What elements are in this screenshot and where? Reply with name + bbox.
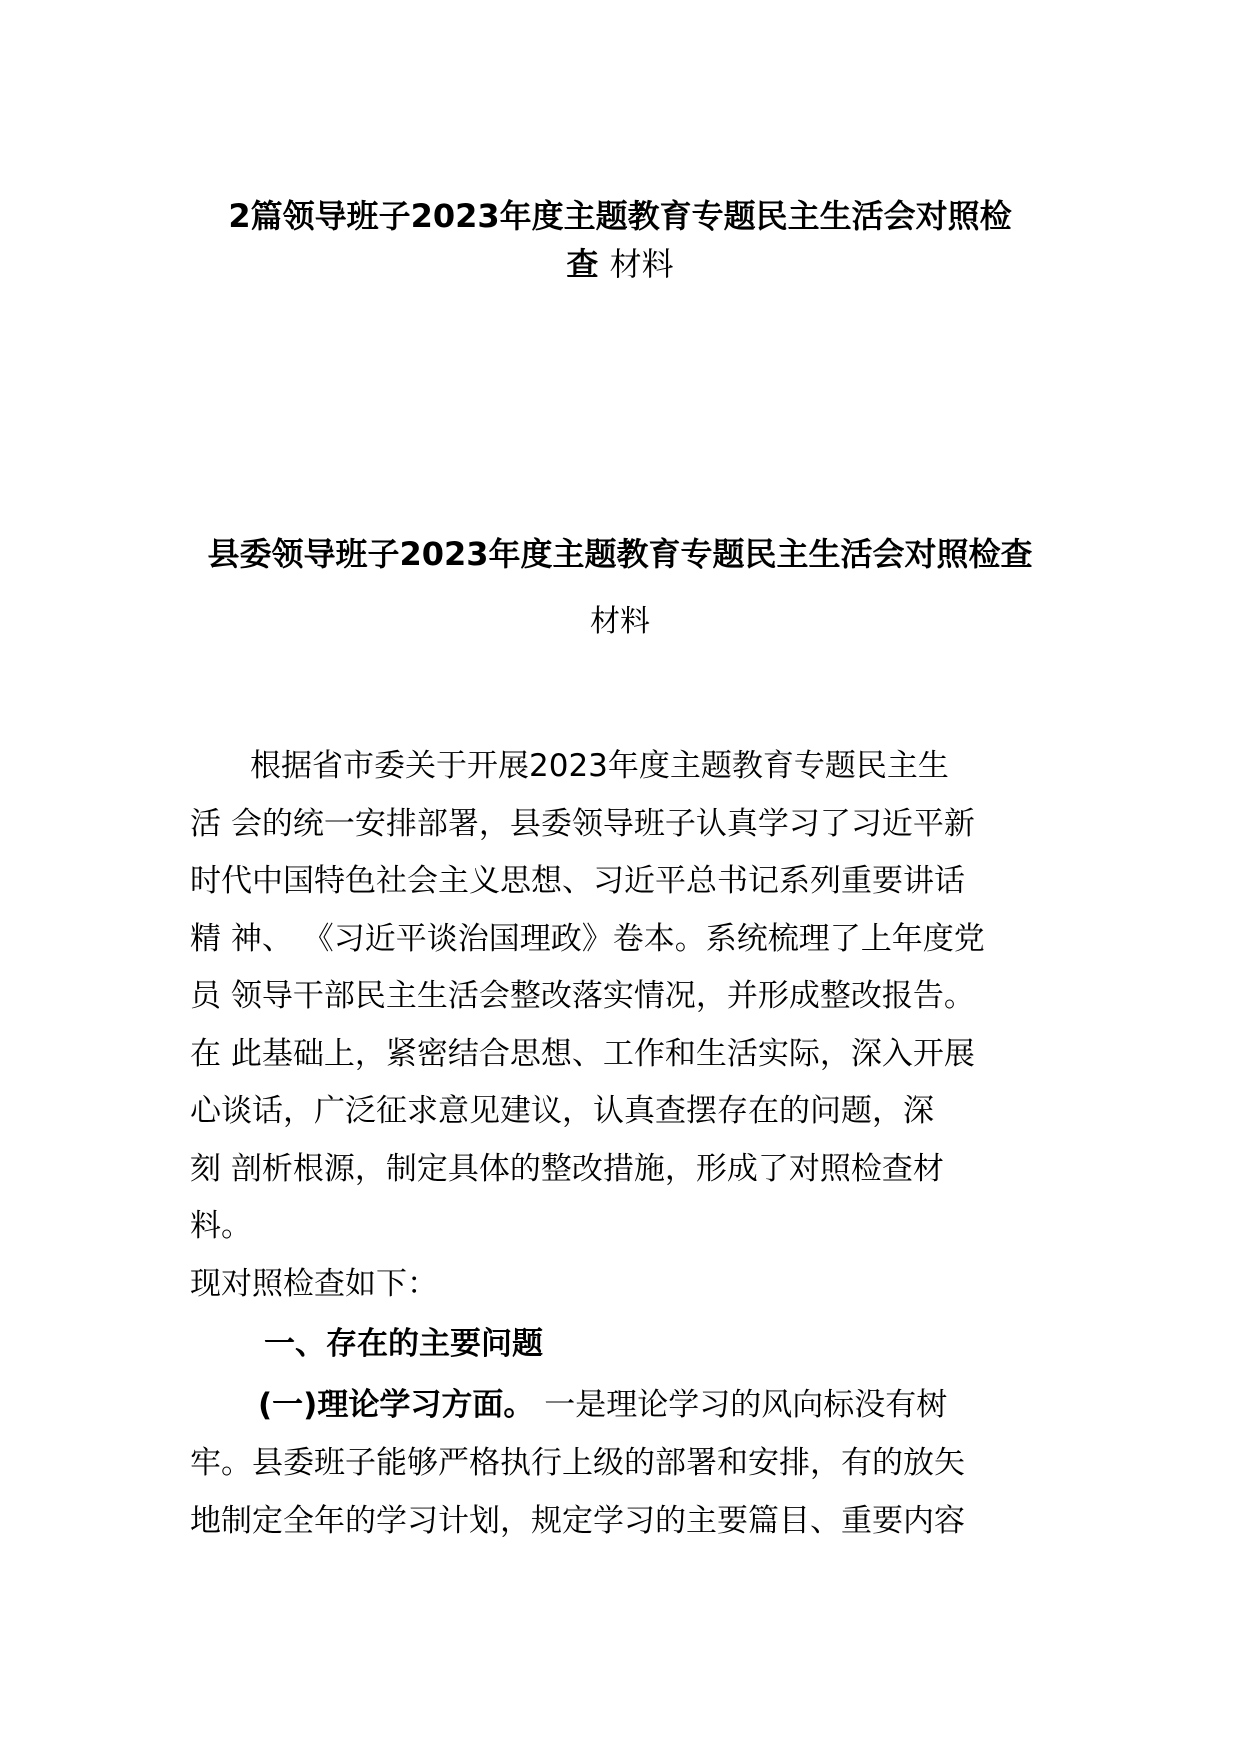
paragraph-2-lead-bold: (一)理论学习方面。	[258, 1387, 535, 1423]
paragraph-2-line: 地制定全年的学习计划，规定学习的主要篇目、重要内容	[190, 1503, 965, 1539]
paragraph-1-line: 料。	[190, 1208, 252, 1244]
paragraph-2-line: 牢。县委班子能够严格执行上级的部署和安排，有的放矢	[190, 1445, 965, 1481]
paragraph-2-lead-rest: 一是理论学习的风向标没有树	[534, 1387, 948, 1423]
paragraph-1-line: 时代中国特色社会主义思想、习近平总书记系列重要讲话	[190, 863, 965, 899]
paragraph-1-line: 员 领导干部民主生活会整改落实情况，并形成整改报告。	[190, 978, 975, 1014]
document-title	[150, 192, 1090, 288]
paragraph-2-lead-line	[190, 1376, 1040, 1434]
document-title-line-2-normal: 材料	[609, 245, 674, 283]
paragraph-2	[190, 1376, 1040, 1550]
paragraph-1-line: 根据省市委关于开展2023年度主题教育专题民主生	[250, 748, 949, 784]
paragraph-1-line: 活 会的统一安排部署，县委领导班子认真学习了习近平新	[190, 805, 975, 842]
document-title-line-2	[150, 240, 1090, 288]
document-title-line-1: 2篇领导班子2023年度主题教育专题民主生活会对照检	[228, 197, 1012, 235]
section-title: 县委领导班子2023年度主题教育专题民主生活会对照检查	[207, 535, 1033, 573]
document-title-line-2-bold: 查	[566, 245, 599, 283]
paragraph-1-line: 刻 剖析根源，制定具体的整改措施，形成了对照检查材	[190, 1150, 944, 1187]
section-subtitle: 材料	[590, 604, 650, 639]
paragraph-1-line: 精 神、 《习近平谈治国理政》卷本。系统梳理了上年度党	[190, 920, 985, 957]
paragraph-1-line: 在 此基础上，紧密结合思想、工作和生活实际，深入开展	[190, 1035, 975, 1072]
heading-main-problems: 一、存在的主要问题	[264, 1326, 543, 1362]
paragraph-1-line: 心谈话，广泛征求意见建议，认真查摆存在的问题，深	[190, 1093, 934, 1129]
paragraph-1-line: 现对照检查如下：	[190, 1265, 438, 1302]
paragraph-1	[190, 738, 1040, 1313]
